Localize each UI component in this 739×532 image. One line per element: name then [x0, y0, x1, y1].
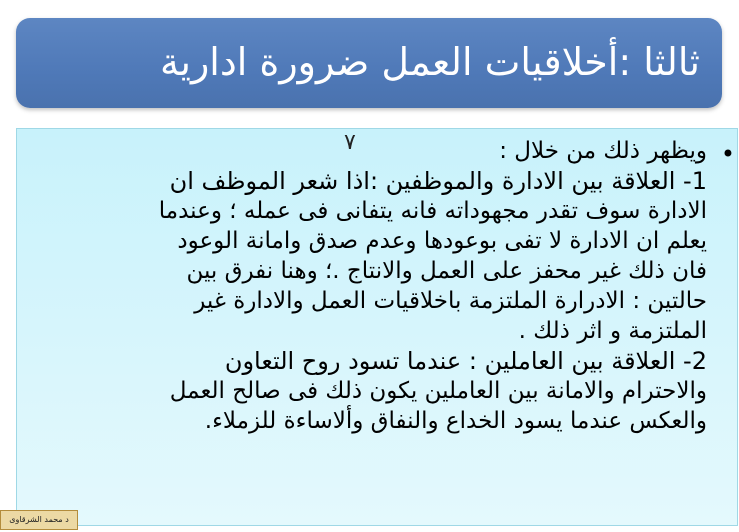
intro-line: ويظهر ذلك من خلال : [499, 138, 707, 164]
author-badge: د محمد الشرقاوى [0, 510, 78, 530]
text-line: الملتزمة و اثر ذلك . [518, 318, 707, 344]
text-line: فان ذلك غير محفز على العمل والانتاج .؛ وهنا نفرق بين [186, 258, 707, 284]
slide-number: ٧ [344, 130, 356, 155]
bullet-icon: • [720, 140, 735, 168]
text-line: الادارة سوف تقدر مجهوداته فانه يتفانى فى عمله ؛ وعندما [158, 198, 707, 224]
body-text [47, 136, 707, 436]
title-banner [16, 18, 722, 108]
slide-title: ثالثا :أخلاقيات العمل ضرورة ادارية [160, 40, 700, 84]
point-1-heading: 1- العلاقة بين الادارة والموظفين :اذا شعر الموظف ان [169, 167, 707, 195]
text-line: والعكس عندما يسود الخداع والنفاق وألاساءة للزملاء. [204, 408, 707, 434]
text-line: يعلم ان الادارة لا تفى بوعودها وعدم صدق وامانة الوعود [177, 228, 707, 254]
point-2-heading: 2- العلاقة بين العاملين : عندما تسود روح التعاون [224, 347, 707, 375]
text-line: والاحترام والامانة بين العاملين يكون ذلك فى صالح العمل [169, 378, 707, 404]
text-line: حالتين : الادرارة الملتزمة باخلاقيات العمل والادارة غير [194, 288, 707, 314]
